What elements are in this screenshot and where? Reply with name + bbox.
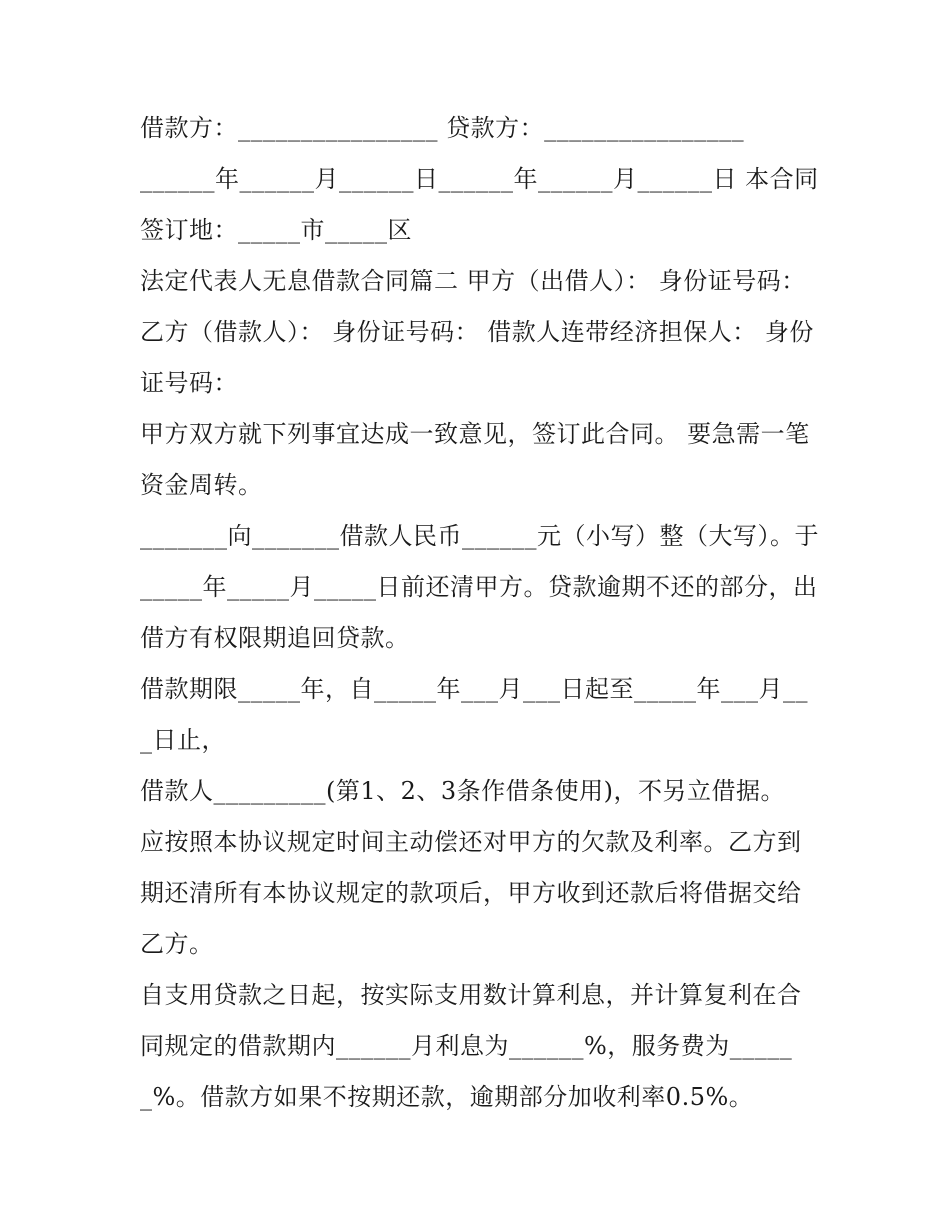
paragraph-contract-parties: 法定代表人无息借款合同篇二 甲方（出借人）： 身份证号码： 乙方（借款人）： 身份证号码： 借款人连带经济担保人： 身份证号码： xyxy=(140,267,814,397)
paragraph-borrower: 借款人_________(第1、2、3条作借条使用)，不另立借据。 xyxy=(140,777,786,805)
paragraph-loan-amount: _______向_______借款人民币______元（小写）整（大写）。于_____年_____月_____日前还清甲方。贷款逾期不还的部分，出借方有权限期追回贷款。 xyxy=(140,522,819,652)
paragraph-dates-location: ______年______月______日______年______月______日 本合同签订地：_____市_____区 xyxy=(140,165,819,244)
document-body xyxy=(140,103,820,1123)
paragraph-parties: 借款方：________________ 贷款方：________________ xyxy=(140,114,745,142)
paragraph-loan-term: 借款期限_____年，自_____年___月___日起至_____年___月___日止， xyxy=(140,675,808,754)
paragraph-repayment: 应按照本协议规定时间主动偿还对甲方的欠款及利率。乙方到期还清所有本协议规定的款项后，甲方收到还款后将借据交给乙方。 xyxy=(140,828,802,958)
paragraph-interest: 自支用贷款之日起，按实际支用数计算利息，并计算复利在合同规定的借款期内______月利息为______%，服务费为______%。借款方如果不按期还款，逾期部分加收利率0.5%。 xyxy=(140,981,802,1111)
paragraph-agreement: 甲方双方就下列事宜达成一致意见，签订此合同。 要急需一笔资金周转。 xyxy=(140,420,810,499)
